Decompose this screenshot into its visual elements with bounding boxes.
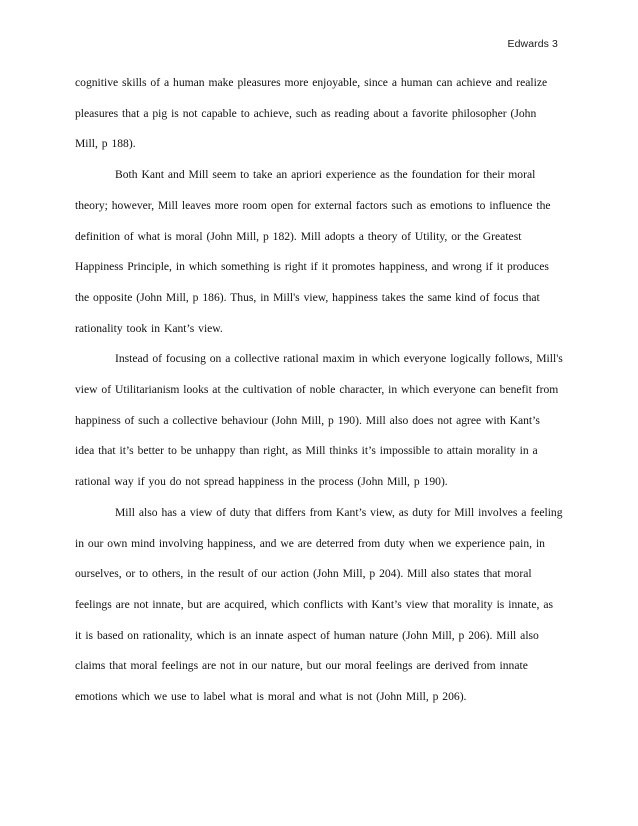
paragraph-3: Instead of focusing on a collective rational maxim in which everyone logically follows, Mill's view of Utilitarianism looks at the cultivation of noble character, in which everyone can benefit from happiness of such a collective behaviour (John Mill, p 190). Mill also does not agree with Kant’s idea that it’s better to be unhappy than right, as Mill thinks it’s impossible to attain morality in a rational way if you do not spread happiness in the process (John Mill, p 190). (75, 352, 563, 489)
document-body (75, 68, 563, 713)
paragraph-1: cognitive skills of a human make pleasures more enjoyable, since a human can achieve and realize pleasures that a pig is not capable to achieve, such as reading about a favorite philosopher (John Mill, p 188). (75, 76, 548, 151)
paragraph-4: Mill also has a view of duty that differs from Kant’s view, as duty for Mill involves a feeling in our own mind involving happiness, and we are deterred from duty when we experience pain, in ourselves, or to others, in the result of our action (John Mill, p 204). Mill also states that moral feelings are not innate, but are acquired, which conflicts with Kant’s view that morality is innate, as it is based on rationality, which is an innate aspect of human nature (John Mill, p 206). Mill also claims that moral feelings are not in our nature, but our moral feelings are derived from innate emotions which we use to label what is moral and what is not (John Mill, p 206). (75, 505, 563, 704)
paragraph-2: Both Kant and Mill seem to take an apriori experience as the foundation for their moral theory; however, Mill leaves more room open for external factors such as emotions to influence the definition of what is moral (John Mill, p 182). Mill adopts a theory of Utility, or the Greatest Happiness Principle, in which something is right if it promotes happiness, and wrong if it produces the opposite (John Mill, p 186). Thus, in Mill's view, happiness takes the same kind of focus that rationality took in Kant’s view. (75, 168, 551, 335)
running-head: Edwards 3 (507, 38, 558, 50)
